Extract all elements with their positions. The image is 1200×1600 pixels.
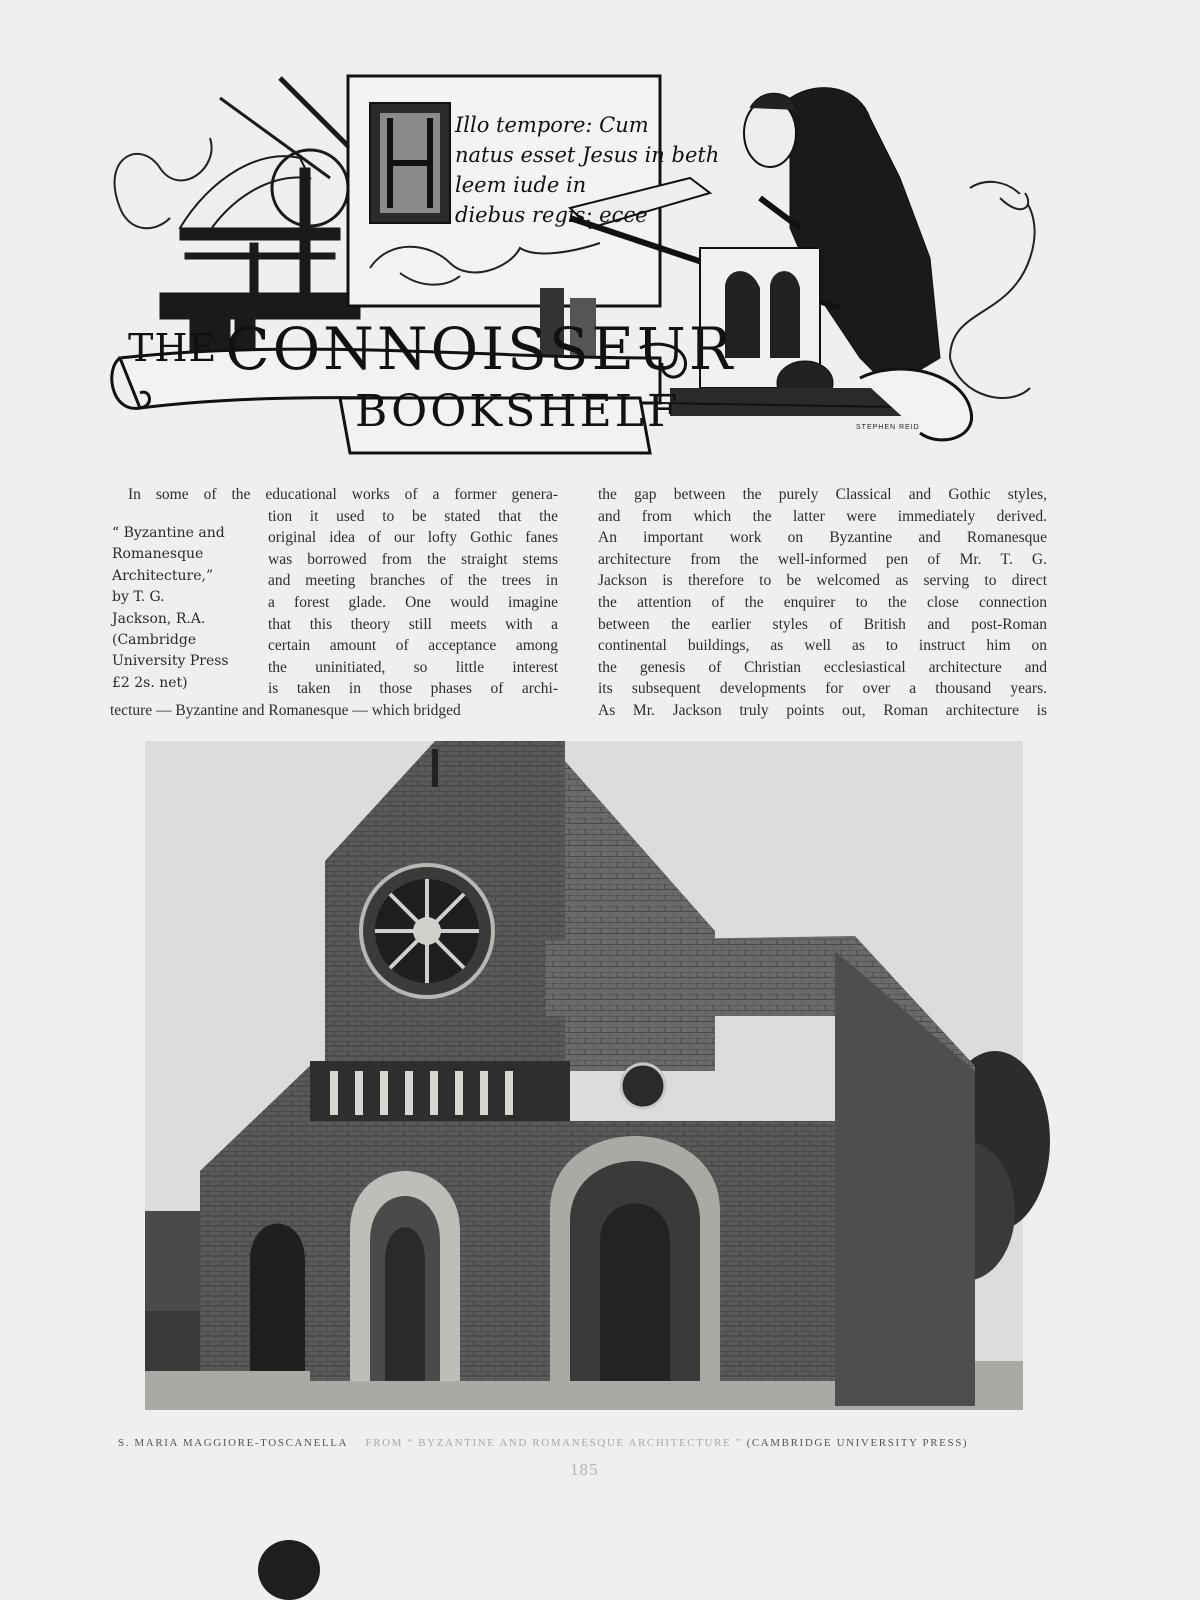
manuscript-line: natus esset Jesus in beth	[455, 143, 720, 167]
article-line: is taken in those phases of archi-	[268, 680, 558, 698]
manuscript-line: diebus regis: ecce	[455, 203, 648, 227]
manuscript-line: leem iude in	[455, 173, 587, 197]
masthead-title	[128, 315, 736, 383]
church-photograph	[145, 741, 1023, 1410]
sidenote-line: “ Byzantine and	[112, 525, 225, 541]
page-number: 185	[570, 1460, 599, 1479]
caption-source: FROM “ BYZANTINE AND ROMANESQUE ARCHITECTURE ”	[365, 1437, 743, 1449]
article-line: a forest glade. One would imagine	[268, 593, 558, 611]
scanner-thumb-shadow	[258, 1540, 320, 1600]
sidenote-line: by T. G.	[112, 589, 165, 606]
article-line: the genesis of Christian ecclesiastical architecture and	[598, 658, 1047, 676]
masthead-subtitle: BOOKSHELF	[355, 386, 681, 437]
article-line: tecture — Byzantine and Romanesque — which bridged	[110, 701, 461, 719]
article-line: that this theory still meets with a	[268, 615, 558, 633]
article-line: was borrowed from the straight stems	[268, 550, 558, 568]
manuscript-text	[455, 110, 720, 230]
article-line: and meeting branches of the trees in	[268, 572, 558, 590]
article-line: between the earlier styles of British and post-Roman	[598, 615, 1047, 633]
article-line: the uninitiated, so little interest	[268, 658, 558, 676]
article-line: original idea of our lofty Gothic fanes	[268, 529, 558, 547]
article-line: As Mr. Jackson truly points out, Roman architecture is	[598, 701, 1047, 719]
article-line: its subsequent developments for over a thousand years.	[598, 680, 1047, 698]
article-line: Jackson is therefore to be welcomed as serving to direct	[598, 572, 1047, 590]
article-line: certain amount of acceptance among	[268, 637, 558, 655]
sidenote-line: Jackson, R.A.	[112, 610, 206, 627]
sidenote-line: University Press	[112, 653, 229, 670]
caption-subject: S. MARIA MAGGIORE-TOSCANELLA	[118, 1437, 349, 1449]
article-line: architecture from the well-informed pen of Mr. T. G.	[598, 550, 1047, 568]
article-column-left	[110, 484, 558, 722]
photo-caption	[118, 1437, 1048, 1449]
article-line: An important work on Byzantine and Romanesque	[598, 529, 1047, 547]
manuscript-line: Illo tempore: Cum	[455, 113, 649, 137]
article-line: continental buildings, as well as to instruct him on	[598, 637, 1047, 655]
article-line: In some of the educational works of a former genera-	[128, 486, 558, 503]
sidenote-line: Architecture,”	[112, 567, 214, 584]
sidenote-line: £2 2s. net)	[112, 674, 188, 691]
article-line: the attention of the enquirer to the close connection	[598, 593, 1047, 611]
artist-signature: STEPHEN REID	[856, 424, 920, 431]
masthead-main: CONNOISSEUR	[225, 315, 736, 383]
article-line: and from which the latter were immediately derived.	[598, 507, 1047, 525]
sidenote-line: (Cambridge	[112, 632, 197, 649]
caption-publisher: (CAMBRIDGE UNIVERSITY PRESS)	[746, 1437, 969, 1449]
article-line: tion it used to be stated that the	[268, 507, 558, 525]
article-line: the gap between the purely Classical and Gothic styles,	[598, 486, 1047, 503]
masthead-article: THE	[128, 326, 218, 370]
sidenote-line: Romanesque	[112, 546, 204, 563]
article-column-right	[598, 484, 1047, 722]
